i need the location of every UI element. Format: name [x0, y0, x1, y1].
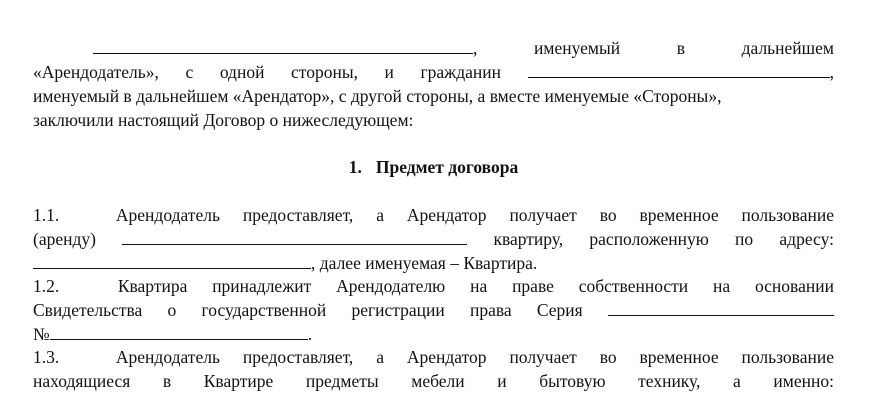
blank-line — [122, 227, 467, 245]
blank-line — [50, 322, 308, 340]
blank-line — [33, 251, 311, 269]
clause-1-2-line-3: № . — [33, 324, 313, 344]
section-heading: 1. Предмет договора — [348, 157, 519, 177]
clause-1-3-line-1: 1.3. Арендодатель предоставляет, а Арендатор получает во временное пользование — [33, 347, 834, 367]
blank-line — [93, 36, 473, 54]
tenant-name-blank: , — [528, 60, 834, 84]
blank-line — [608, 298, 834, 316]
blank-line — [528, 60, 830, 78]
intro-line-1: , именуемый в дальнейшем — [33, 36, 834, 60]
lessor-name-blank: , — [33, 36, 477, 60]
intro-line-3: именуемый в дальнейшем «Арендатор», с другой стороны, а вместе именуемые «Стороны», — [33, 86, 722, 106]
clause-1-1-line-3: , далее именуемая – Квартира. — [33, 251, 834, 275]
clause-1-2-line-2: Свидетельства о государственной регистрации права Серия — [33, 298, 834, 322]
intro-line-2: «Арендодатель», с одной стороны, и гражданин , — [33, 62, 834, 82]
clause-1-1-line-2: (аренду) квартиру, расположенную по адресу: — [33, 229, 834, 249]
intro-line-4: заключили настоящий Договор о нижеследующем: — [33, 110, 414, 130]
clause-1-2-line-1: 1.2. Квартира принадлежит Арендодателю на праве собственности на основании — [33, 276, 834, 296]
clause-1-3-line-2: находящиеся в Квартире предметы мебели и бытовую технику, а именно: — [33, 371, 834, 391]
clause-1-1-line-1: 1.1. Арендодатель предоставляет, а Арендатор получает во временное пользование — [33, 205, 834, 225]
